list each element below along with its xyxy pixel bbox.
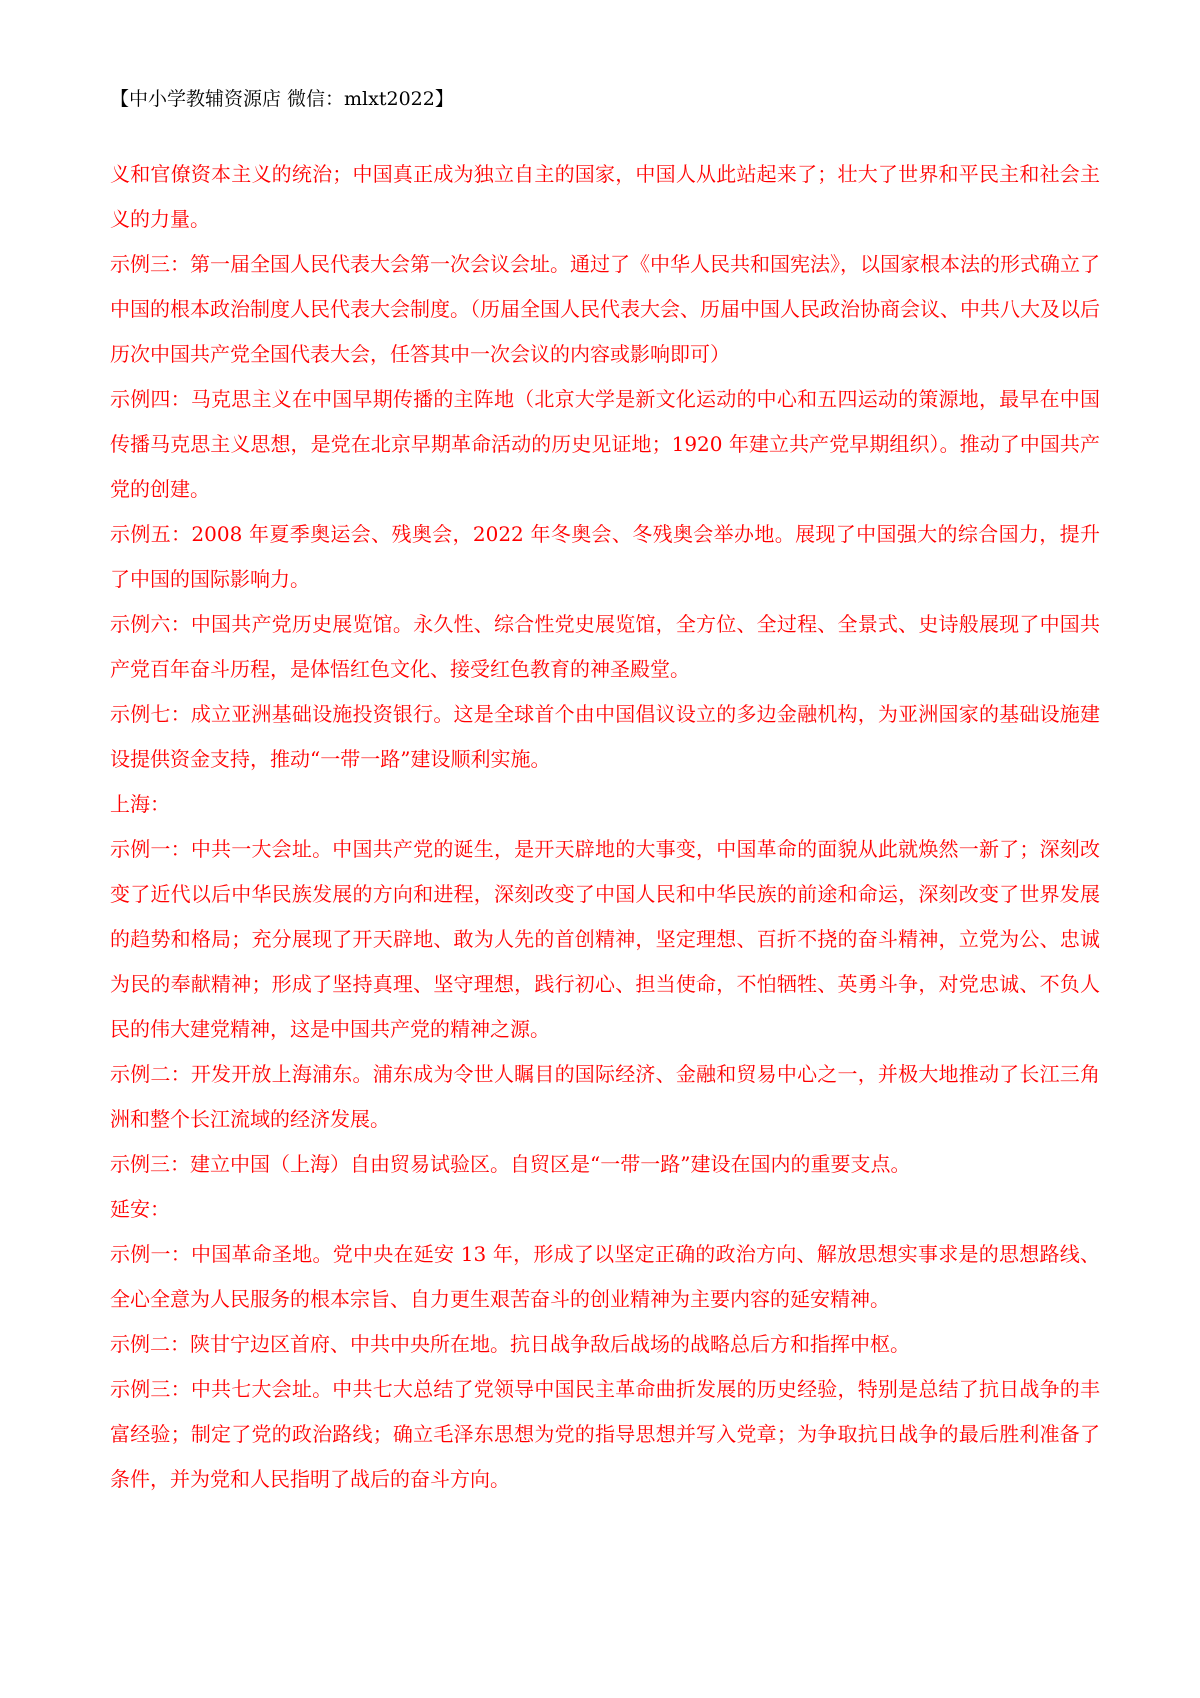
paragraph-beijing-example-3: 示例三：第一届全国人民代表大会第一次会议会址。通过了《中华人民共和国宪法》，以国家根本法的形式确立了中国的根本政治制度人民代表大会制度。（历届全国人民代表大会、历届中国人民政治协商会议、中共八大及以后历次中国共产党全国代表大会，任答其中一次会议的内容或影响即可） [110,252,1100,366]
section-heading-shanghai: 上海： [110,792,170,816]
paragraph-beijing-example-5: 示例五：2008 年夏季奥运会、残奥会，2022 年冬奥会、冬残奥会举办地。展现了中国强大的综合国力，提升了中国的国际影响力。 [110,522,1100,591]
document-body [110,152,1100,1502]
paragraph-yanan-example-1: 示例一：中国革命圣地。党中央在延安 13 年，形成了以坚定正确的政治方向、解放思想实事求是的思想路线、全心全意为人民服务的根本宗旨、自力更生艰苦奋斗的创业精神为主要内容的延安精神。 [110,1242,1100,1311]
paragraph-shanghai-example-2: 示例二：开发开放上海浦东。浦东成为令世人瞩目的国际经济、金融和贸易中心之一，并极大地推动了长江三角洲和整个长江流域的经济发展。 [110,1062,1100,1131]
paragraph-beijing-example-6: 示例六：中国共产党历史展览馆。永久性、综合性党史展览馆，全方位、全过程、全景式、史诗般展现了中国共产党百年奋斗历程，是体悟红色文化、接受红色教育的神圣殿堂。 [110,612,1100,681]
paragraph-shanghai-example-1: 示例一：中共一大会址。中国共产党的诞生，是开天辟地的大事变，中国革命的面貌从此就焕然一新了；深刻改变了近代以后中华民族发展的方向和进程，深刻改变了中国人民和中华民族的前途和命运，深刻改变了世界发展的趋势和格局；充分展现了开天辟地、敢为人先的首创精神，坚定理想、百折不挠的奋斗精神，立党为公、忠诚为民的奉献精神；形成了坚持真理、坚守理想，践行初心、担当使命，不怕牺牲、英勇斗争，对党忠诚、不负人民的伟大建党精神，这是中国共产党的精神之源。 [110,837,1100,1041]
paragraph-yanan-example-2: 示例二：陕甘宁边区首府、中共中央所在地。抗日战争敌后战场的战略总后方和指挥中枢。 [110,1332,910,1356]
page-header: 【中小学教辅资源店 微信：mlxt2022】 [110,88,454,110]
paragraph-yanan-example-3: 示例三：中共七大会址。中共七大总结了党领导中国民主革命曲折发展的历史经验，特别是总结了抗日战争的丰富经验；制定了党的政治路线；确立毛泽东思想为党的指导思想并写入党章；为争取抗日战争的最后胜利准备了条件，并为党和人民指明了战后的奋斗方向。 [110,1377,1100,1491]
paragraph-shanghai-example-3: 示例三：建立中国（上海）自由贸易试验区。自贸区是“一带一路”建设在国内的重要支点。 [110,1152,911,1176]
section-heading-yanan: 延安： [110,1197,170,1221]
paragraph-beijing-example-2-continued: 义和官僚资本主义的统治；中国真正成为独立自主的国家，中国人从此站起来了；壮大了世界和平民主和社会主义的力量。 [110,162,1100,231]
paragraph-beijing-example-4: 示例四：马克思主义在中国早期传播的主阵地（北京大学是新文化运动的中心和五四运动的策源地，最早在中国传播马克思主义思想，是党在北京早期革命活动的历史见证地；1920 年建立共产党早期组织）。推动了中国共产党的创建。 [110,387,1100,501]
paragraph-beijing-example-7: 示例七：成立亚洲基础设施投资银行。这是全球首个由中国倡议设立的多边金融机构，为亚洲国家的基础设施建设提供资金支持，推动“一带一路”建设顺利实施。 [110,702,1100,771]
